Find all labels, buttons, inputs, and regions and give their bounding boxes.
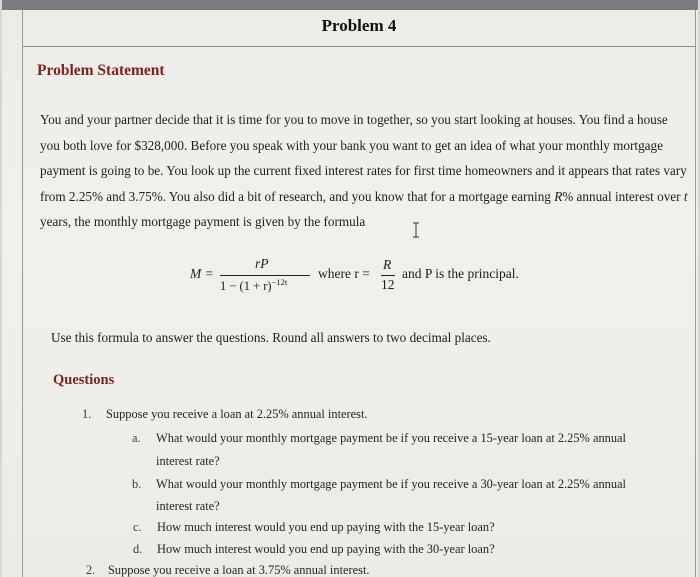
text-cursor-icon [411, 222, 421, 238]
question-1-text: Suppose you receive a loan at 2.25% annual interest. [106, 407, 368, 421]
statement-var-t: t [683, 188, 688, 204]
formula-exponent: −12t [271, 277, 288, 287]
document-page [2, 0, 698, 577]
question-1b-text-line2: interest rate? [156, 499, 220, 513]
statement-text-3: years, the monthly mortgage payment is given by the formula [40, 214, 366, 229]
formula-fraction-bar [220, 275, 310, 276]
question-1c-text: How much interest would you end up paying with the 15-year loan? [157, 520, 495, 534]
title-row [22, 10, 696, 47]
page-title: Problem 4 [321, 16, 397, 35]
question-2-text: Suppose you receive a loan at 3.75% annual interest. [108, 563, 370, 577]
question-1a-text-line1: What would your monthly mortgage payment be if you receive a 15-year loan at 2.25% annual [156, 431, 627, 445]
instruction-text: Use this formula to answer the questions. Round all answers to two decimal places. [51, 330, 491, 345]
questions-heading: Questions [53, 372, 115, 388]
question-1d-text: How much interest would you end up paying with the 30-year loan? [157, 542, 495, 556]
statement-text-2: % annual interest over [562, 188, 684, 204]
formula-where-text: where r = [318, 266, 370, 281]
problem-statement-text [40, 107, 690, 235]
statement-var-r: R [554, 188, 563, 204]
mortgage-formula [190, 256, 550, 296]
question-1a-label: a. [132, 431, 141, 445]
question-1-number: 1. [82, 407, 92, 421]
formula-r-denominator: 12 [381, 277, 395, 292]
question-1c-label: c. [133, 520, 142, 534]
formula-tail-text: and P is the principal. [402, 266, 519, 281]
statement-text-1: You and your partner decide that it is time for you to move in together, so you start looking at houses. You find a house you both love for $328,000. Before you speak with your bank you want to get an idea of what your monthly mortgage payment is going to be. You look up the current fixed interest rates for first time homeowners and it appears that rates vary from 2.25% and 3.75%. You also did a bit of research, and you know that for a mortgage earning [40, 112, 687, 204]
formula-r-fraction-bar [381, 275, 395, 276]
question-1a-text-line2: interest rate? [156, 454, 220, 468]
formula-numerator: rP [255, 256, 269, 271]
question-2-number: 2. [86, 563, 96, 577]
problem-statement-heading: Problem Statement [37, 62, 165, 79]
top-bar [2, 0, 698, 10]
formula-lhs: M = [190, 266, 214, 281]
question-1b-label: b. [132, 477, 142, 491]
formula-denominator: $1 - (1 + r)^{-12t}$ [220, 277, 288, 294]
formula-r-numerator: R [383, 257, 392, 272]
question-1d-label: d. [133, 542, 143, 556]
question-1b-text-line1: What would your monthly mortgage payment be if you receive a 30-year loan at 2.25% annual [156, 477, 627, 491]
